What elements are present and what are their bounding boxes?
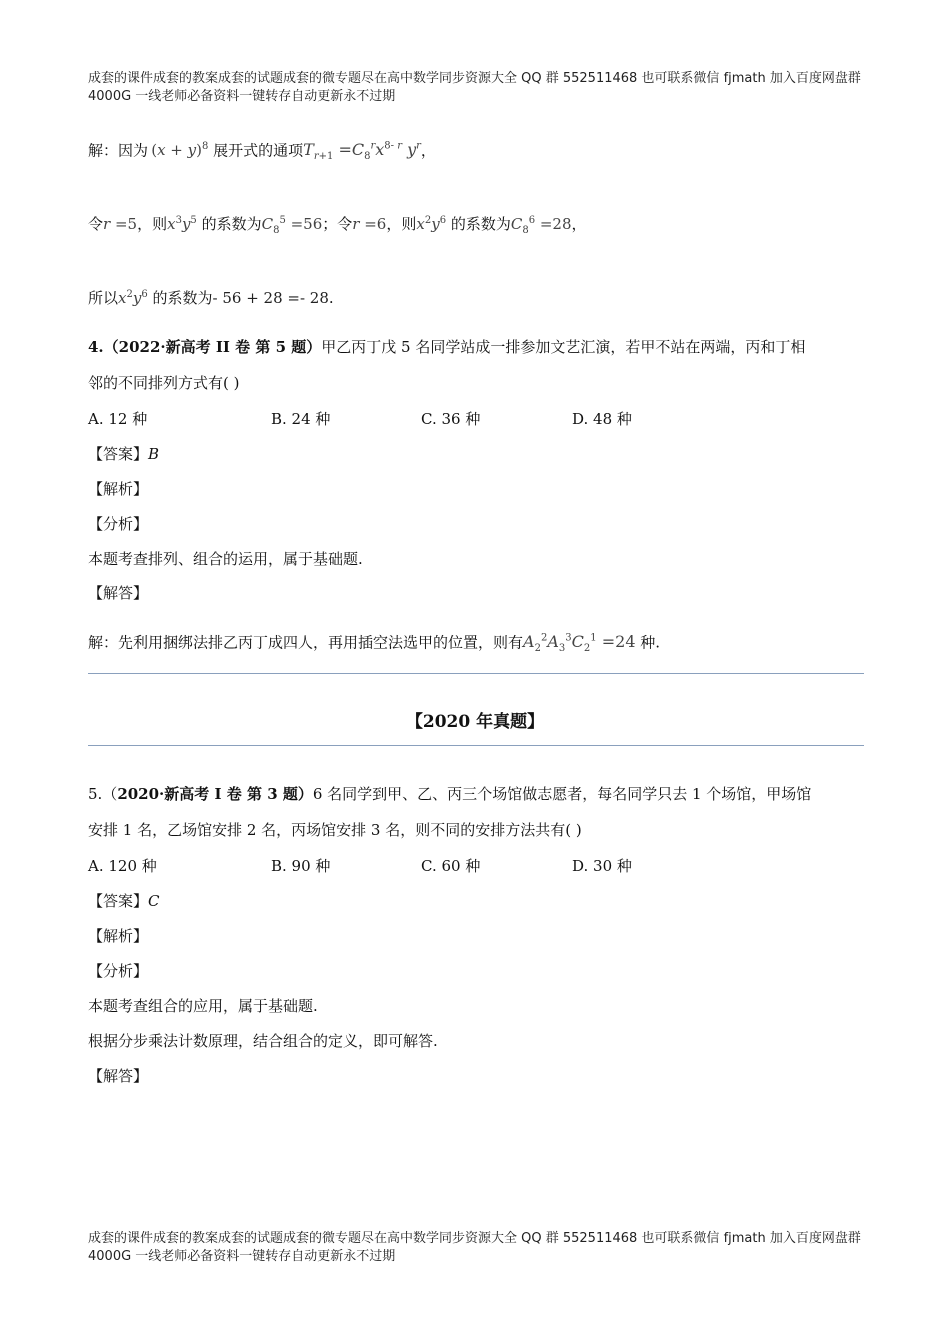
- text: ，则: [386, 215, 417, 233]
- q5-option-d: D. 30 种: [572, 857, 632, 875]
- q5-fenxi-text: 本题考查组合的应用，属于基础题.: [88, 997, 318, 1015]
- math-r-5: r =5: [103, 215, 138, 233]
- question-number: 4.（: [88, 338, 119, 356]
- q4-solution: [88, 628, 660, 661]
- q4-option-c: C. 36 种: [421, 410, 481, 428]
- text: 的系数为: [152, 289, 213, 307]
- text: ，: [420, 141, 436, 160]
- divider: [88, 673, 864, 674]
- text: .: [328, 289, 334, 307]
- q5-jieda-label: 【解答】: [88, 1067, 149, 1085]
- text: 的系数为: [201, 215, 262, 233]
- math-result: - 56 + 28 =- 28: [212, 289, 329, 307]
- q3-solution-line-2: [88, 210, 587, 242]
- text: 展开式的通项: [213, 141, 304, 160]
- math-binomial: $(x + y)^8$: [151, 141, 209, 160]
- answer-label: 【答案】: [88, 892, 149, 910]
- answer-value: C: [148, 892, 160, 910]
- question-source: 2020·新高考 I 卷 第 3 题: [117, 785, 298, 803]
- math-r-6: r =6: [352, 215, 387, 233]
- section-title: 【2020 年真题】: [405, 712, 545, 732]
- q5-option-a: A. 120 种: [88, 857, 157, 875]
- q5-jiexi-label: 【解析】: [88, 927, 149, 945]
- page-footer: 成套的课件成套的教案成套的试题成套的微专题尽在高中数学同步资源大全 QQ 群 552511468 也可联系微信 fjmath 加入百度网盘群 4000G 一线老师必备资料一键转存自动更新永不过期: [88, 1231, 861, 1264]
- q5-stem-line-1: [88, 783, 811, 805]
- q4-fenxi-text: 本题考查排列、组合的运用，属于基础题.: [88, 550, 363, 568]
- q4-stem-line-2: 邻的不同排列方式有( ): [88, 374, 240, 392]
- q5-option-c: C. 60 种: [421, 857, 481, 875]
- text: 甲乙丙丁戊 5 名同学站成一排参加文艺汇演，若甲不站在两端，丙和丁相: [321, 338, 806, 356]
- math-x2y6: $x^2y^6$: [118, 289, 148, 307]
- text: 的系数为: [450, 215, 511, 233]
- q5-option-b: B. 90 种: [271, 857, 331, 875]
- q3-solution-line-1: [88, 136, 436, 169]
- math-general-term: $T_{r+1} =C_8^rx^{8- r}$ $y^r$: [303, 140, 421, 163]
- q4-option-b: B. 24 种: [271, 410, 331, 428]
- q4-option-a: A. 12 种: [88, 410, 148, 428]
- q4-option-d: D. 48 种: [572, 410, 632, 428]
- text: 6 名同学到甲、乙、丙三个场馆做志愿者，每名同学只去 1 个场馆，甲场馆: [312, 785, 812, 803]
- math-c85: $C_8^5 =56$: [261, 215, 323, 236]
- text: 解：先利用捆绑法排乙丙丁成四人，再用插空法选甲的位置，则有: [88, 633, 524, 652]
- q4-jieda-label: 【解答】: [88, 584, 149, 602]
- math-c86: $C_8^6 =28$: [510, 215, 572, 236]
- q4-fenxi-label: 【分析】: [88, 515, 149, 533]
- q4-stem-line-1: [88, 336, 805, 358]
- answer-value: B: [148, 445, 160, 463]
- question-number: 5.（: [88, 785, 118, 803]
- page-header: 成套的课件成套的教案成套的试题成套的微专题尽在高中数学同步资源大全 QQ 群 552511468 也可联系微信 fjmath 加入百度网盘群 4000G 一线老师必备资料一键转存自动更新永不过期: [88, 71, 861, 104]
- question-source: 2022·新高考 II 卷 第 5 题: [118, 338, 307, 356]
- text: 解：因为: [88, 141, 149, 160]
- q4-answer: [88, 443, 159, 465]
- q5-stem-line-2: 安排 1 名，乙场馆安排 2 名，丙场馆安排 3 名，则不同的安排方法共有( ): [88, 821, 582, 839]
- text: ）: [297, 785, 313, 803]
- text: 令: [88, 215, 104, 233]
- text: 所以: [88, 289, 119, 307]
- text: ；令: [322, 215, 353, 233]
- divider: [88, 745, 864, 746]
- math-arrangement: $A_2^2A_3^3C_2^1 =24$: [523, 632, 636, 655]
- text: ，则: [137, 215, 168, 233]
- q5-fenxi-text-2: 根据分步乘法计数原理，结合组合的定义，即可解答.: [88, 1032, 438, 1050]
- math-x2y6: $x^2y^6$: [416, 215, 447, 233]
- text: ）: [306, 338, 322, 356]
- q5-answer: [88, 890, 160, 912]
- math-x3y5: $x^3y^5$: [167, 215, 197, 233]
- q3-solution-line-3: [88, 284, 334, 309]
- q5-fenxi-label: 【分析】: [88, 962, 149, 980]
- q4-jiexi-label: 【解析】: [88, 480, 149, 498]
- text: 种.: [640, 633, 661, 652]
- answer-label: 【答案】: [88, 445, 149, 463]
- text: ，: [571, 215, 587, 233]
